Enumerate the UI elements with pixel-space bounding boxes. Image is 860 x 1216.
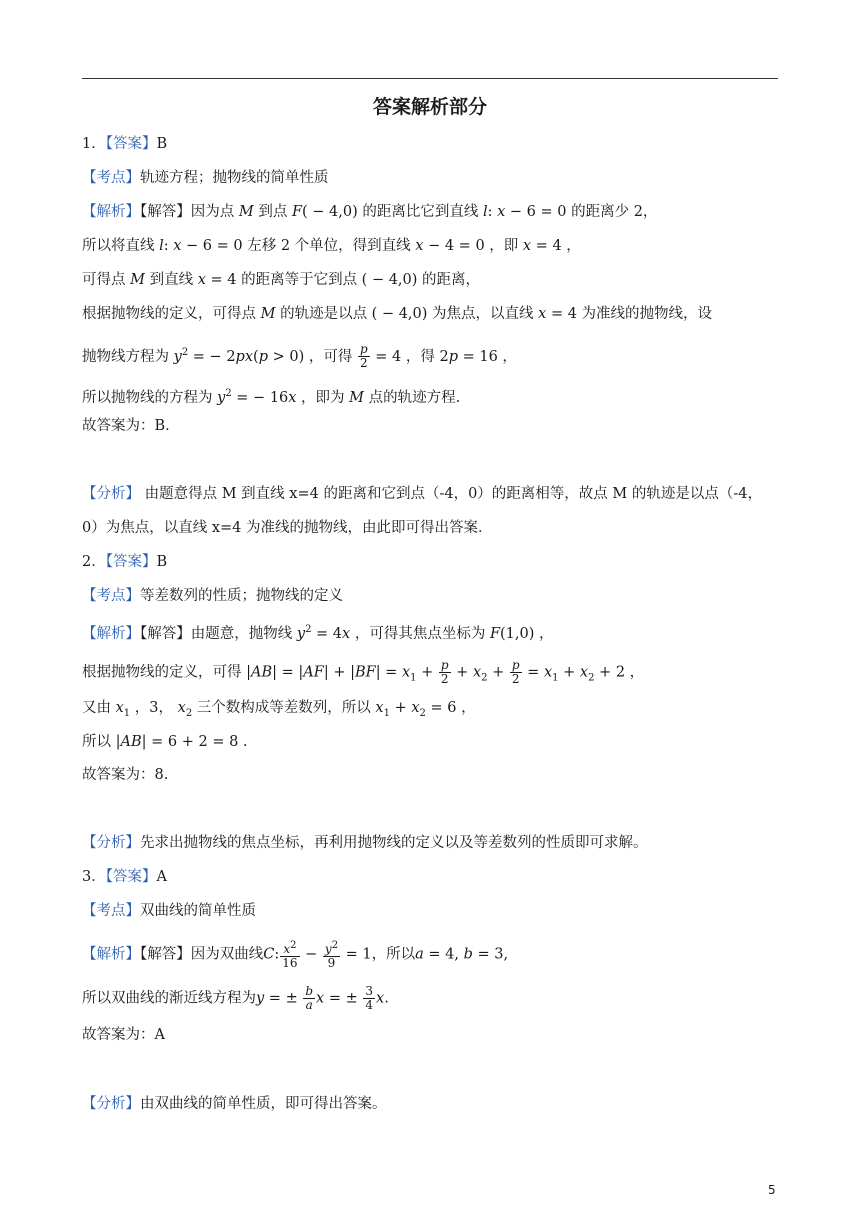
- q3-kp: 双曲线的简单性质: [140, 903, 256, 919]
- page-title: 答案解析部分: [372, 96, 487, 118]
- q1-sol-tag: 【解析】: [82, 204, 140, 220]
- q2-answer-tag: 【答案】: [105, 554, 157, 570]
- q1-knowledge-line: [82, 168, 329, 188]
- q2-sol-sub: 【解答】: [140, 625, 191, 642]
- q1-answer: B: [156, 136, 168, 152]
- q2-conclusion: 故答案为：8.: [82, 767, 169, 783]
- q1-solution-line-5: 抛物线方程为 $y^2$ = − 2px(p > 0) ，可得 $\frac{p}{2}$ = 4 ，得 2p = 16 ，: [82, 342, 517, 371]
- q3-number: 3．: [82, 869, 106, 885]
- q1-an-text-1: 由题意得点 M 到直线 x=4 的距离和它到点（-4，0）的距离相等，故点 M 的轨迹是以点（-4，: [140, 486, 762, 502]
- q2-solution-line-1: 【解析】【解答】由题意，抛物线 $y^2 = 4x$ ，可得其焦点坐标为 F(1,0) ，: [82, 624, 554, 642]
- q1-solution-line-2: 所以将直线 l: x − 6 = 0 左移 2 个单位，得到直线 x − 4 = 0 ，即 x = 4 ，: [82, 238, 581, 254]
- q2-solution-line-4: 所以 |AB| = 6 + 2 = 8 .: [82, 734, 248, 750]
- q3-kp-tag: 【考点】: [82, 903, 140, 919]
- q3-conclusion: 故答案为：A: [82, 1027, 165, 1043]
- q1-kp-tag: 【考点】: [82, 170, 140, 186]
- q2-knowledge-line: [82, 586, 343, 606]
- q1-kp: 轨迹方程；抛物线的简单性质: [140, 170, 329, 186]
- q2-solution-line-3: 又由 $x_1$ ，3， $x_2$ 三个数构成等差数列，所以 $x_1 + x_2 = 6$ ，: [82, 700, 476, 719]
- q3-answer-tag: 【答案】: [105, 869, 157, 885]
- q1-an-tag: 【分析】: [82, 486, 140, 502]
- q2-number: 2．: [82, 554, 106, 570]
- q1-analysis-line-2: 0）为焦点，以直线 x=4 为准线的抛物线，由此即可得出答案．: [82, 520, 493, 536]
- q3-solution-line-1: 【解析】【解答】因为双曲线C: $\frac{x^2}{16}$ − $\frac{y^2}{9}$ = 1，所以a = 4, b = 3,: [82, 940, 509, 970]
- header-rule: [82, 78, 778, 79]
- q1-answer-tag: 【答案】: [105, 136, 157, 152]
- q3-analysis-line: [82, 1094, 387, 1114]
- q1-conclusion: 故答案为：B．: [82, 418, 180, 434]
- q3-answer: A: [156, 869, 167, 885]
- q2-kp-tag: 【考点】: [82, 588, 140, 604]
- q2-solution-line-2: 根据抛物线的定义，可得 $|AB| = |AF| + |BF| = x_1$ + $\frac{p}{2}$ + $x_2$ + $\frac{p}{2}$ = $x_1 + x_2 + 2$ ，: [82, 658, 645, 686]
- q1-sol-sub: 【解答】: [140, 204, 191, 220]
- q2-answer: B: [156, 554, 168, 570]
- q2-an-tag: 【分析】: [82, 835, 140, 851]
- q3-knowledge-line: [82, 901, 256, 921]
- q3-answer-line: [82, 867, 167, 887]
- q1-solution-line-6: 所以抛物线的方程为 $y^2$ = − 16x ，即为 M 点的轨迹方程.: [82, 388, 461, 406]
- q2-analysis-line: [82, 833, 648, 853]
- q3-sol-tag: 【解析】: [82, 946, 140, 963]
- q3-solution-line-2: 所以双曲线的渐近线方程为y = ± $\frac{b}{a}$ x = ± $\frac{3}{4}$ x.: [82, 984, 389, 1012]
- q1-solution-line-4: 根据抛物线的定义，可得点 M 的轨迹是以点 ( − 4,0) 为焦点，以直线 x = 4 为准线的抛物线，设: [82, 306, 713, 322]
- page-number: 5: [768, 1183, 776, 1197]
- q1-solution-line-3: 可得点 M 到直线 x = 4 的距离等于它到点 ( − 4,0) 的距离，: [82, 272, 481, 288]
- q2-kp: 等差数列的性质；抛物线的定义: [140, 588, 343, 604]
- q1-solution-line-1: 【解析】【解答】因为点 M 到点 F( − 4,0) 的距离比它到直线 l: x − 6 = 0 的距离少 2，: [82, 204, 658, 220]
- q1-analysis-line-1: [82, 484, 762, 504]
- q1-answer-line: [82, 134, 167, 154]
- q3-sol-sub: 【解答】: [140, 946, 191, 963]
- q3-an-tag: 【分析】: [82, 1096, 140, 1112]
- q2-sol-tag: 【解析】: [82, 625, 140, 642]
- q1-number: 1．: [82, 136, 106, 152]
- q2-answer-line: [82, 552, 167, 572]
- q3-an-text: 由双曲线的简单性质，即可得出答案。: [140, 1096, 387, 1112]
- q2-an-text: 先求出抛物线的焦点坐标，再利用抛物线的定义以及等差数列的性质即可求解。: [140, 835, 648, 851]
